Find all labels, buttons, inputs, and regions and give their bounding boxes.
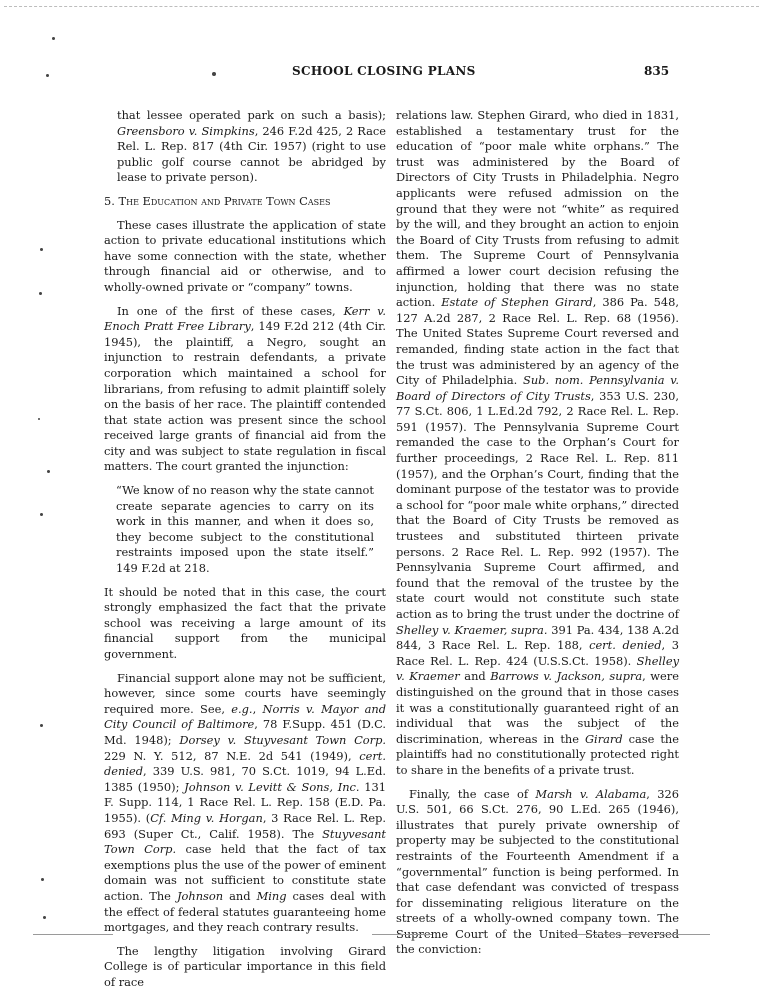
scan-speck — [40, 513, 43, 516]
case-citation-italic: Johnson v. Levitt & Sons, Inc. — [184, 779, 360, 794]
text-run: , 78 F.Supp. 451 (D.C. Md. 1948); — [104, 717, 387, 747]
footer-rule — [372, 934, 432, 935]
page-number: 835 — [644, 64, 670, 78]
scan-speck — [41, 878, 44, 881]
running-header — [0, 64, 763, 84]
text-run: , were distinguished on the ground that in those cases it was a constitutionally guaranteed right of an individual that was the subject of the discrimination, whereas in the — [396, 669, 679, 746]
case-citation-italic: Shelley v. Kraemer — [396, 653, 679, 684]
right-paragraph-1 — [396, 108, 679, 779]
left-paragraph-4 — [104, 585, 386, 663]
left-paragraph-3 — [104, 304, 386, 476]
text-run: , 246 F.2d 425, 2 Race Rel. L. Rep. 817 (4th Cir. 1957) (right to use public golf course cannot be abridged by lease to private person). — [117, 123, 386, 185]
case-citation-italic: cert. denied — [104, 748, 386, 779]
case-citation-italic: Dorsey v. Stuyvesant Town Corp. — [179, 732, 386, 747]
block-quote-text — [116, 483, 374, 577]
footer-rule — [560, 934, 710, 935]
text-run: Financial support alone may not be sufficient, however, since some courts have seemingly required more. See, — [104, 670, 386, 716]
case-citation-italic: Stuyvesant Town Corp. — [104, 826, 386, 857]
case-citation-italic: Ming — [256, 888, 287, 903]
text-run: Finally, the case of — [409, 786, 536, 801]
case-citation-italic: Cf. Ming v. Horgan — [150, 810, 263, 825]
scan-speck — [52, 37, 55, 40]
case-citation-italic: Estate of Stephen Girard — [441, 295, 593, 310]
top-edge-dashes — [4, 6, 759, 7]
case-citation-italic: Greensboro v. Simpkins — [117, 123, 255, 138]
case-citation-italic: Marsh v. Alabama — [535, 786, 647, 801]
footer-rule — [33, 934, 113, 935]
right-column — [396, 108, 679, 966]
scan-speck — [40, 248, 43, 251]
text-run: , — [252, 701, 263, 716]
text-run: “We know of no reason why the state cannot create separate agencies to carry on its work in this manner, and when it does so, they become subject to the constitutional restraints imposed upon the state itself.” 149 F.2d at 218. — [116, 483, 374, 576]
block-quote — [104, 483, 386, 577]
text-run: , 353 U.S. 230, 77 S.Ct. 806, 1 L.Ed.2d 792, 2 Race Rel. L. Rep. 591 (1957). The Pennsylvania Supreme Court remanded the case to the Orphan’s Court for further proceedings, 2 Race Rel. L. Rep. 811 (1957), and the Orphan’s Court, finding that the dominant purpose of the testator was to provide a school for “poor male white orphans,” directed that the Board of City Trusts be removed as trustees and substituted thirteen private persons. 2 Race Rel. L. Rep. 992 (1957). The Pennsylvania Supreme Court affirmed, and found that the removal of the trustee by the state court would not constitute such state action as to bring the trust under the doctrine of — [396, 388, 679, 621]
text-run: , 326 U.S. 501, 66 S.Ct. 276, 90 L.Ed. 265 (1946), illustrates that purely private ownership of property may be subjected to the constitutional restraints of the Fourteenth Amendment if a “governmental” function is being performed. In that case defendant was convicted of trespass for disseminating religious literature on the streets of a wholly-owned company town. The Supreme Court of the United States reversed the conviction: — [396, 786, 679, 957]
case-citation-italic: Barrows v. Jackson, supra — [490, 669, 643, 684]
scan-speck — [39, 292, 42, 295]
text-run: , 386 Pa. 548, 127 A.2d 287, 2 Race Rel. L. Rep. 68 (1956). The United States Supreme Court reversed and remanded, finding state action in the fact that the trust was administered by an agency of the City of Philadelphia. — [396, 295, 680, 388]
left-paragraph-2 — [104, 218, 386, 296]
running-title: SCHOOL CLOSING PLANS — [292, 64, 476, 78]
section-heading: 5. The Education and Private Town Cases — [104, 193, 331, 208]
text-run: 131 F. Supp. 114, 1 Race Rel. L. Rep. 158 (E.D. Pa. 1955). ( — [104, 779, 386, 825]
right-paragraph-2 — [396, 787, 679, 959]
text-run: that lessee operated park on such a basis); — [117, 108, 386, 122]
case-citation-italic: e.g. — [231, 701, 253, 716]
text-run: These cases illustrate the application of state action to private educational institutions which have some connection with the state, whether through financial aid or otherwise, and to wholly-owned private or “company” towns. — [104, 217, 386, 294]
left-paragraph-6 — [104, 944, 386, 991]
text-run: and — [223, 888, 257, 903]
text-run: case the plaintiffs had no constitutionally protected right to share in the benefits of a private trust. — [396, 731, 679, 777]
text-run: The lengthy litigation involving Girard College is of particular importance in this field of race — [104, 943, 386, 989]
scan-speck — [38, 418, 40, 420]
text-run: 391 Pa. 434, 138 A.2d 844, 3 Race Rel. L. Rep. 188, — [396, 622, 679, 653]
case-citation-italic: Shelley v. Kraemer, supra. — [396, 622, 548, 637]
left-column — [104, 108, 386, 998]
text-run: , 3 Race Rel. L. Rep. 693 (Super Ct., Calif. 1958). The — [104, 810, 386, 841]
case-citation-italic: Sub. nom. Pennsylvania v. Board of Directors of City Trusts — [396, 373, 679, 403]
scan-speck — [40, 724, 43, 727]
text-run: relations law. Stephen Girard, who died in 1831, established a testamentary trust for the education of “poor male white orphans.” The trust was administered by the Board of Directors of City Trusts in Philadelphia. Negro applicants were refused admission on the ground that they were not “white” as required by the will, and they brought an action to enjoin the Board of City Trusts from refusing to admit them. The Supreme Court of Pennsylvania affirmed a lower court decision refusing the injunction, holding that there was no state action. — [396, 108, 679, 310]
text-run: , 339 U.S. 981, 70 S.Ct. 1019, 94 L.Ed. 1385 (1950); — [104, 764, 386, 794]
case-citation-italic: Girard — [584, 731, 623, 746]
left-paragraph-5 — [104, 671, 386, 936]
case-citation-italic: Johnson — [176, 888, 224, 903]
text-run: It should be noted that in this case, the court strongly emphasized the fact that the private school was receiving a large amount of its financial support from the municipal government. — [104, 584, 386, 661]
scan-speck — [47, 470, 50, 473]
text-run: , 3 Race Rel. L. Rep. 424 (U.S.S.Ct. 1958). — [396, 638, 679, 668]
case-citation-italic: Kerr v. Enoch Pratt Free Library — [104, 303, 386, 334]
text-run: In one of the first of these cases, — [117, 303, 344, 318]
text-run: , 149 F.2d 212 (4th Cir. 1945), the plaintiff, a Negro, sought an injunction to restrain defendants, a private corporation which maintained a school for librarians, from refusing to admit plaintiff solely on the basis of her race. The plaintiff contended that state action was present since the school received large grants of financial aid from the city and was subject to state regulation in fiscal matters. The court granted the injunction: — [104, 319, 386, 474]
text-run: case held that the fact of tax exemptions plus the use of the power of eminent domain was not sufficient to constitute state action. The — [104, 842, 386, 903]
case-citation-italic: cert. denied — [589, 638, 662, 653]
case-citation-italic: Norris v. Mayor and City Council of Baltimore — [104, 701, 386, 732]
scan-speck — [43, 916, 46, 919]
text-run: 229 N. Y. 512, 87 N.E. 2d 541 (1949), — [104, 748, 360, 763]
text-run: and — [459, 669, 491, 684]
text-run: cases deal with the effect of federal statutes guaranteeing home mortgages, and they reach contrary results. — [104, 888, 386, 935]
left-paragraph-1 — [104, 108, 386, 186]
